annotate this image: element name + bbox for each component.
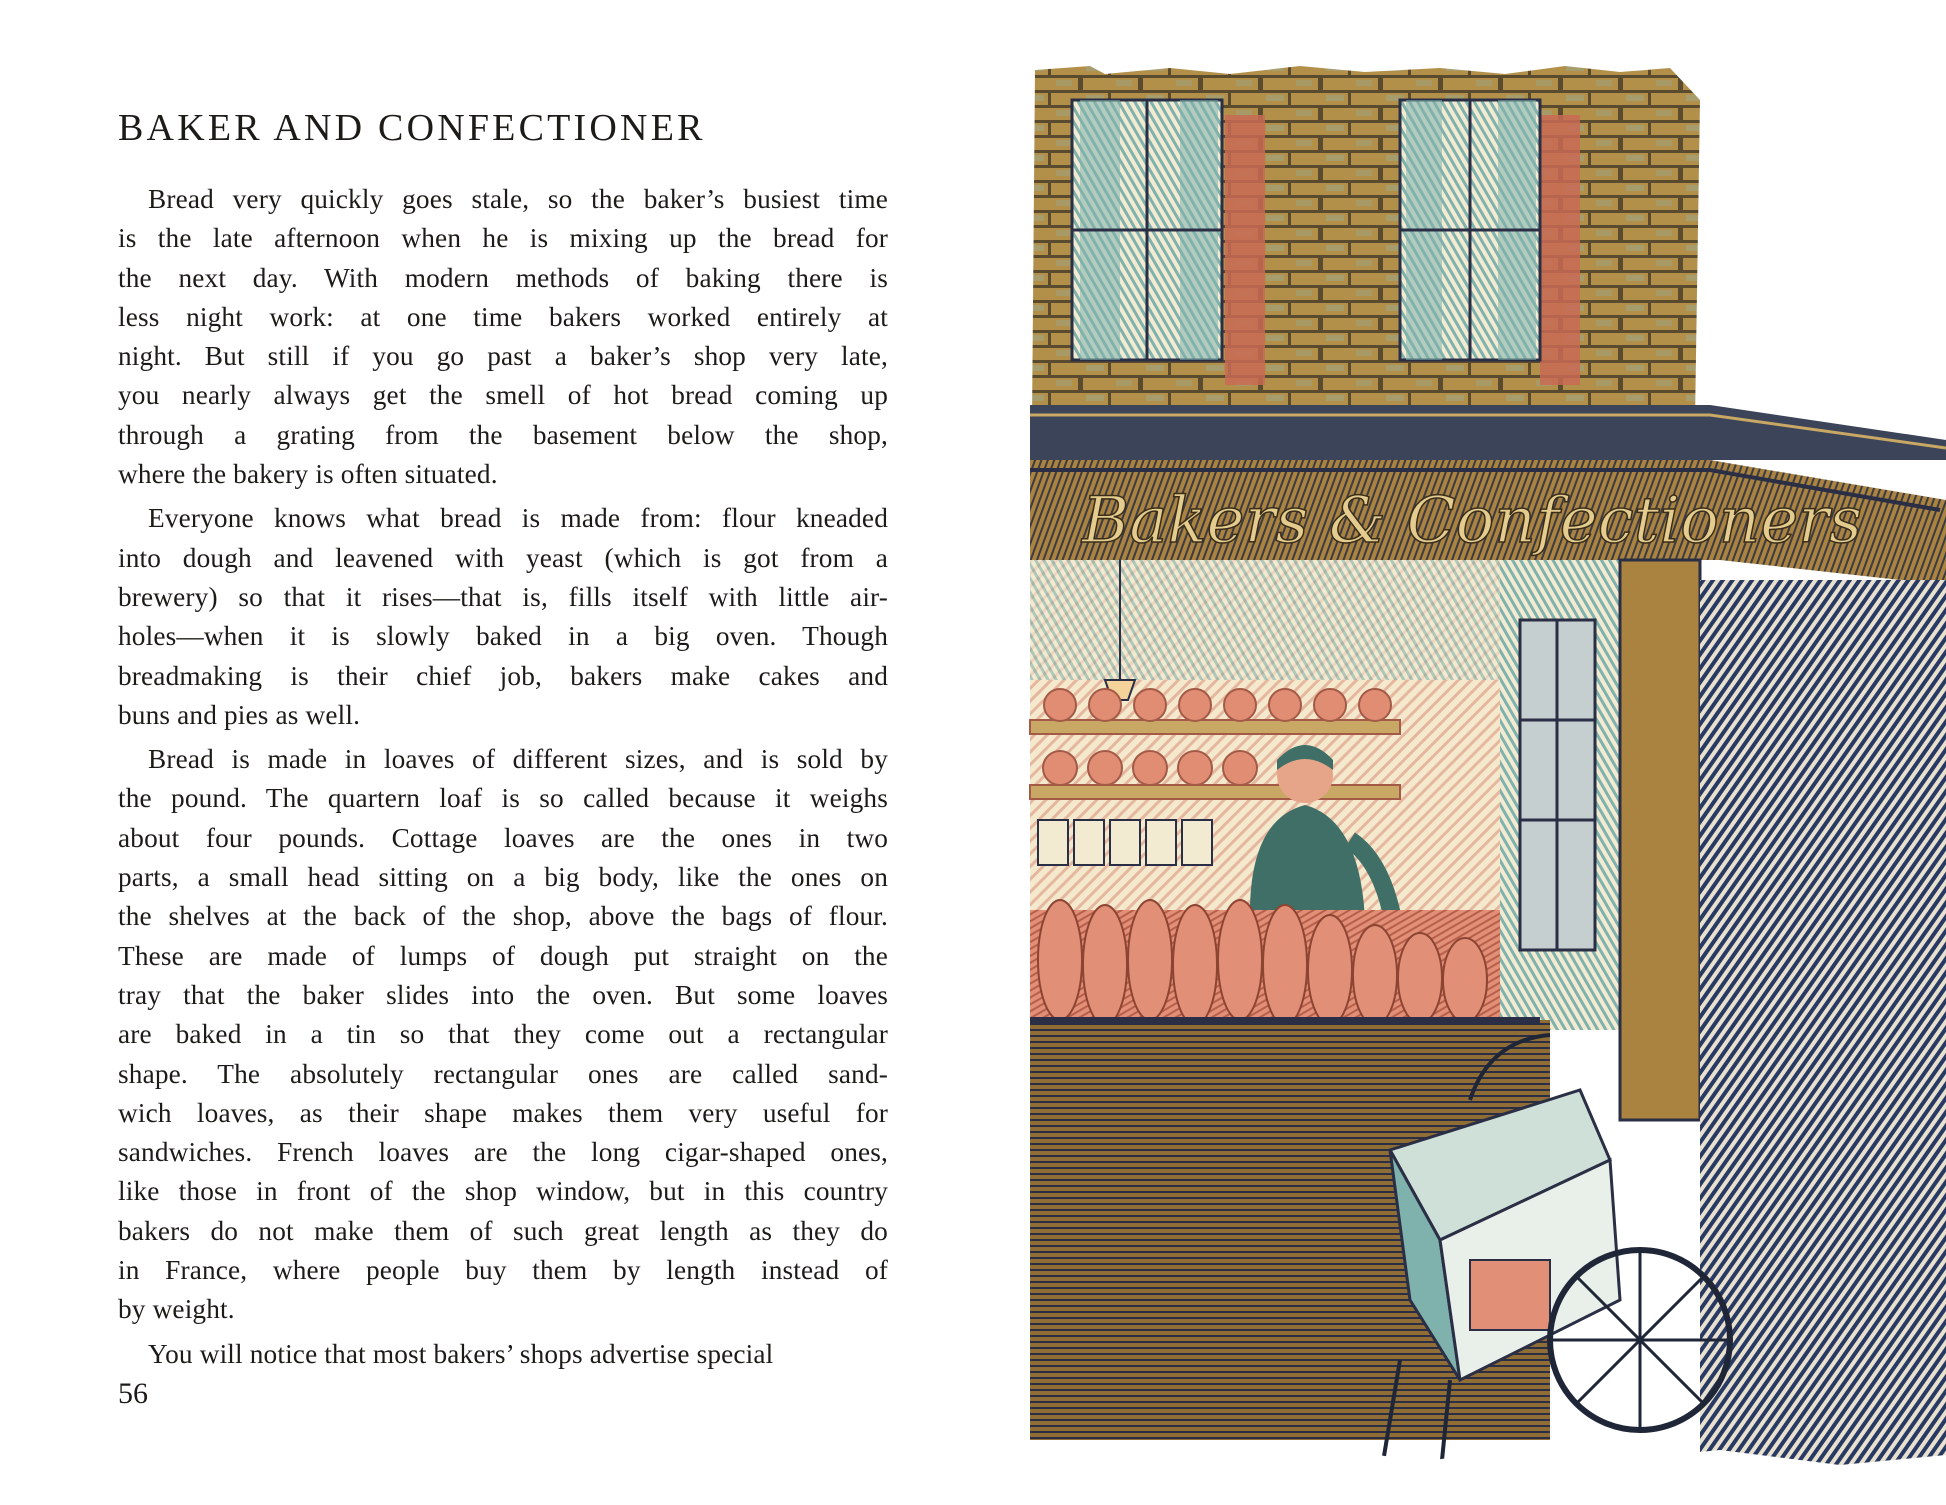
- text-line: by weight.: [118, 1294, 235, 1325]
- text-line: breadmaking is their chief job, bakers make cakes and: [118, 660, 888, 691]
- shop-sign-text: Bakers & Confectioners: [1080, 484, 1862, 558]
- text-line: Everyone knows what bread is made from: flour kneaded: [148, 503, 888, 534]
- text-line: buns and pies as well.: [118, 699, 361, 730]
- text-line: Bread is made in loaves of different sizes, and is sold by: [148, 744, 888, 775]
- text-line: is the late afternoon when he is mixing up the bread for: [118, 223, 888, 254]
- text-line: the shelves at the back of the shop, above the bags of flour.: [118, 901, 888, 932]
- text-line: the pound. The quartern loaf is so called because it weighs: [118, 783, 888, 814]
- page-number: 56: [118, 1377, 148, 1410]
- paragraph: [118, 740, 888, 1329]
- text-line: in France, where people buy them by length instead of: [118, 1255, 888, 1286]
- bakery-shop-illustration: [1020, 60, 1946, 1490]
- text-line: wich loaves, as their shape makes them very useful for: [118, 1097, 888, 1128]
- text-line: parts, a small head sitting on a big body, like the ones on: [118, 862, 888, 893]
- bakery-lithograph: [1020, 60, 1946, 1490]
- text-line: like those in front of the shop window, but in this country: [118, 1176, 888, 1207]
- paragraph: [118, 180, 888, 494]
- text-line: You will notice that most bakers’ shops advertise special: [148, 1338, 774, 1369]
- text-line: These are made of lumps of dough put straight on the: [118, 940, 888, 971]
- page-heading: BAKER AND CONFECTIONER: [118, 107, 706, 149]
- text-line: through a grating from the basement below the shop,: [118, 419, 888, 450]
- text-line: about four pounds. Cottage loaves are the ones in two: [118, 822, 888, 853]
- text-line: bakers do not make them of such great length as they do: [118, 1215, 888, 1246]
- text-line: night. But still if you go past a baker’s shop very late,: [118, 341, 888, 372]
- text-line: shape. The absolutely rectangular ones are called sand-: [118, 1058, 888, 1089]
- body-text: [118, 180, 888, 1379]
- text-line: Bread very quickly goes stale, so the baker’s busiest time: [148, 184, 888, 214]
- text-line: you nearly always get the smell of hot bread coming up: [118, 380, 888, 411]
- text-line: sandwiches. French loaves are the long cigar-shaped ones,: [118, 1137, 888, 1168]
- paragraph: [118, 499, 888, 735]
- text-line: into dough and leavened with yeast (which is got from a: [118, 542, 888, 573]
- text-line: less night work: at one time bakers worked entirely at: [118, 301, 888, 332]
- text-line: brewery) so that it rises—that is, fills itself with little air-: [118, 581, 888, 612]
- paragraph: [118, 1335, 888, 1374]
- text-line: the next day. With modern methods of baking there is: [118, 262, 888, 293]
- text-line: tray that the baker slides into the oven. But some loaves: [118, 979, 888, 1010]
- text-line: where the bakery is often situated.: [118, 459, 498, 490]
- text-line: holes—when it is slowly baked in a big oven. Though: [118, 621, 888, 652]
- text-line: are baked in a tin so that they come out a rectangular: [118, 1019, 888, 1050]
